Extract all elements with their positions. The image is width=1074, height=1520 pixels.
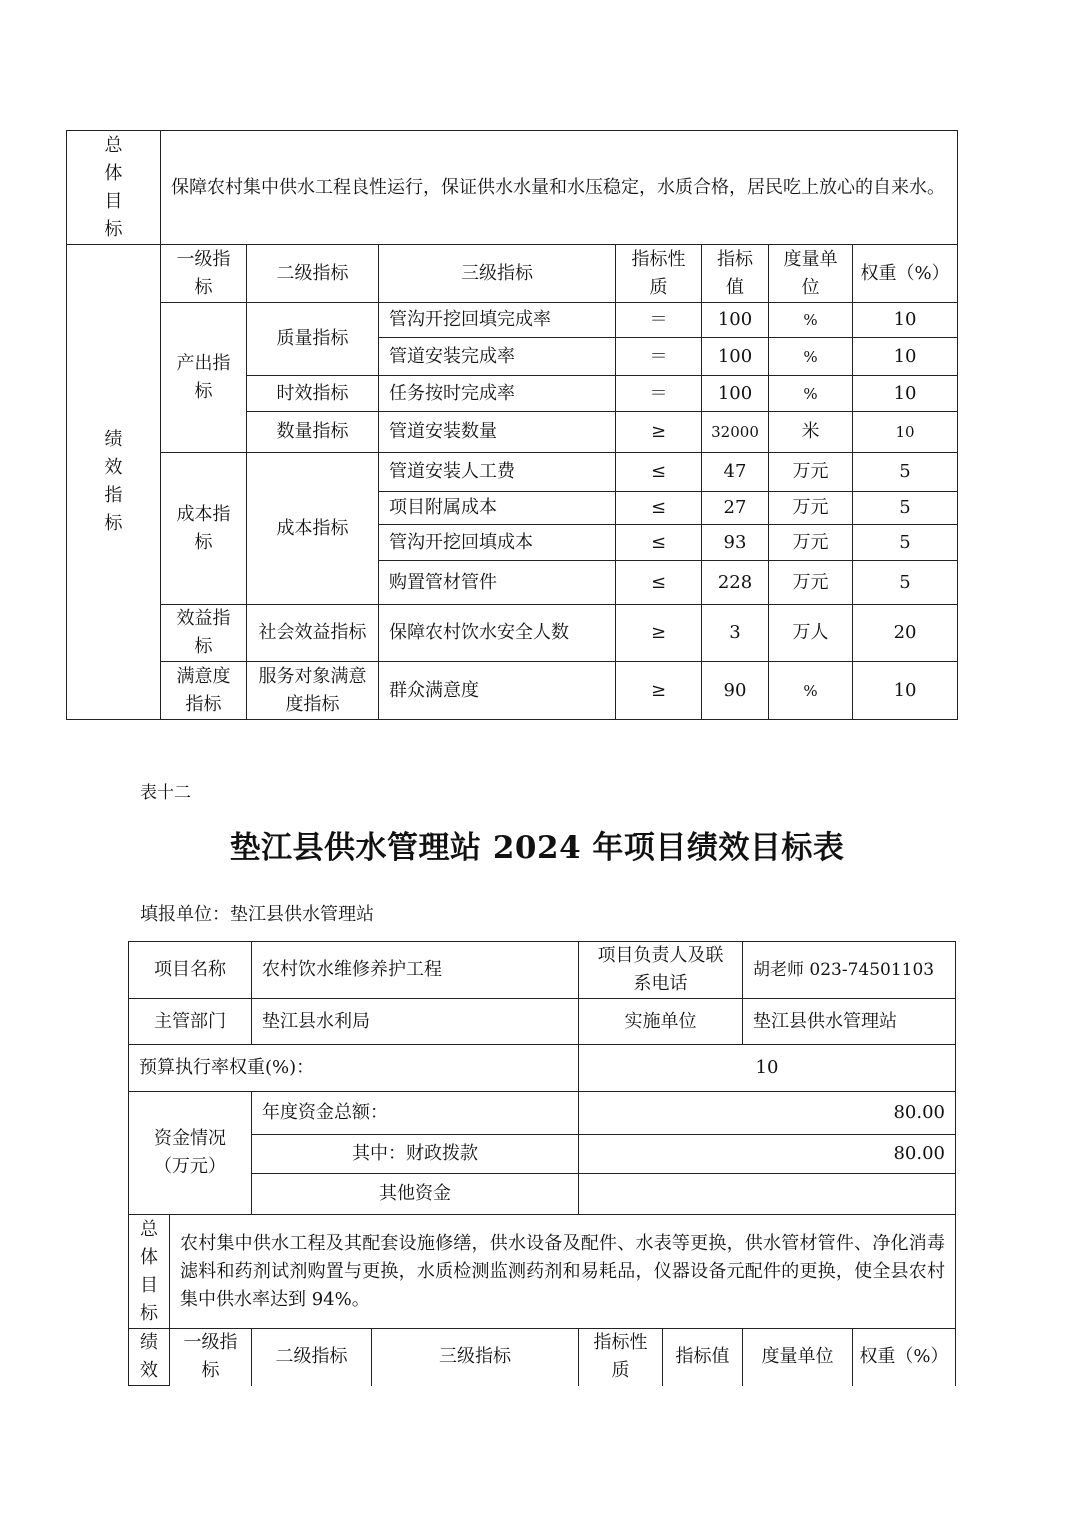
table-row-name: 任务按时完成率	[379, 376, 616, 412]
overall-goal-label: 总体目标	[67, 131, 161, 245]
performance-table-top	[66, 130, 958, 720]
table-row-nature: ≥	[616, 605, 702, 662]
satisfaction-indicator: 满意度指标	[161, 662, 247, 720]
table-row-nature: ≥	[616, 412, 702, 453]
table-row-unit: %	[769, 376, 853, 412]
table-row-nature: ≤	[616, 561, 702, 605]
page-title: 垫江县供水管理站 2024 年项目绩效目标表	[229, 830, 845, 866]
table-row-name: 购置管材管件	[379, 561, 616, 605]
table-row-weight: 5	[853, 492, 958, 525]
table-row-value: 100	[702, 376, 769, 412]
table-row-value: 32000	[702, 412, 769, 453]
table-row-value: 27	[702, 492, 769, 525]
timeliness-indicator: 时效指标	[247, 376, 379, 412]
table-row-unit: 米	[769, 412, 853, 453]
output-indicator: 产出指标	[161, 303, 247, 453]
performance-table-bottom	[128, 941, 956, 1386]
header-nature: 指标性质	[616, 245, 702, 303]
quality-indicator: 质量指标	[247, 303, 379, 376]
service-satisfaction-indicator: 服务对象满意度指标	[247, 662, 379, 720]
table-row-weight: 20	[853, 605, 958, 662]
table-row-value: 100	[702, 338, 769, 376]
table-row-value: 100	[702, 303, 769, 338]
table-row-nature: ≤	[616, 525, 702, 561]
header-level2: 二级指标	[252, 1329, 372, 1386]
impl-unit: 垫江县供水管理站	[743, 999, 956, 1045]
annual-total: 80.00	[579, 1092, 956, 1135]
table-row-unit: 万元	[769, 492, 853, 525]
table-row-value: 228	[702, 561, 769, 605]
table-row-weight: 5	[853, 453, 958, 492]
header-value: 指标值	[702, 245, 769, 303]
benefit-indicator: 效益指标	[161, 605, 247, 662]
overall-goal-label: 总体目标	[129, 1215, 170, 1329]
other-funds	[579, 1174, 956, 1215]
table-row-unit: %	[769, 303, 853, 338]
performance-label: 绩效指标	[67, 245, 161, 720]
dept-label: 主管部门	[129, 999, 252, 1045]
project-name-label: 项目名称	[129, 942, 252, 999]
impl-label: 实施单位	[579, 999, 743, 1045]
table-row-nature: ＝	[616, 338, 702, 376]
header-level1: 一级指标	[161, 245, 247, 303]
header-unit: 度量单位	[743, 1329, 853, 1386]
fiscal: 80.00	[579, 1135, 956, 1174]
other-funds-label: 其他资金	[252, 1174, 579, 1215]
header-weight: 权重（%）	[853, 245, 958, 303]
reporting-unit: 填报单位：垫江县供水管理站	[140, 904, 374, 925]
table-row-unit: 万人	[769, 605, 853, 662]
header-unit: 度量单位	[769, 245, 853, 303]
table-row-name: 项目附属成本	[379, 492, 616, 525]
contact-label: 项目负责人及联系电话	[579, 942, 743, 999]
table-row-name: 群众满意度	[379, 662, 616, 720]
performance-label: 绩效	[129, 1329, 170, 1386]
table-row-name: 管道安装数量	[379, 412, 616, 453]
header-level3: 三级指标	[379, 245, 616, 303]
table-row-value: 3	[702, 605, 769, 662]
table-row-unit: 万元	[769, 525, 853, 561]
overall-goal-text: 保障农村集中供水工程良性运行，保证供水水量和水压稳定，水质合格，居民吃上放心的自来水。	[161, 131, 958, 245]
table-row-value: 93	[702, 525, 769, 561]
table-row-weight: 5	[853, 561, 958, 605]
header-value: 指标值	[663, 1329, 743, 1386]
annual-total-label: 年度资金总额：	[252, 1092, 579, 1135]
contact: 胡老师 023-74501103	[743, 942, 956, 999]
budget-weight-label: 预算执行率权重(%)：	[129, 1045, 579, 1092]
header-level3: 三级指标	[372, 1329, 579, 1386]
table-row-unit: %	[769, 662, 853, 720]
header-level2: 二级指标	[247, 245, 379, 303]
fiscal-label: 其中：财政拨款	[252, 1135, 579, 1174]
table-row-name: 保障农村饮水安全人数	[379, 605, 616, 662]
table-row-value: 90	[702, 662, 769, 720]
table-row-unit: 万元	[769, 453, 853, 492]
social-benefit-indicator: 社会效益指标	[247, 605, 379, 662]
project-name: 农村饮水维修养护工程	[252, 942, 579, 999]
table-row-name: 管沟开挖回填成本	[379, 525, 616, 561]
table-row-nature: ≤	[616, 492, 702, 525]
table-row-nature: ＝	[616, 376, 702, 412]
budget-weight: 10	[579, 1045, 956, 1092]
dept: 垫江县水利局	[252, 999, 579, 1045]
table-row-value: 47	[702, 453, 769, 492]
table-row-weight: 5	[853, 525, 958, 561]
quantity-indicator: 数量指标	[247, 412, 379, 453]
table-row-unit: 万元	[769, 561, 853, 605]
overall-goal-text: 农村集中供水工程及其配套设施修缮，供水设备及配件、水表等更换，供水管材管件、净化消毒滤料和药剂试剂购置与更换，水质检测监测药剂和易耗品，仪器设备元配件的更换，使全县农村集中供水率达到 94%。	[170, 1215, 956, 1329]
funds-label: 资金情况（万元）	[129, 1092, 252, 1215]
table-row-weight: 10	[853, 338, 958, 376]
header-nature: 指标性质	[579, 1329, 663, 1386]
cost-indicator-l2: 成本指标	[247, 453, 379, 605]
table-row-name: 管道安装完成率	[379, 338, 616, 376]
header-weight: 权重（%）	[853, 1329, 956, 1386]
table-row-name: 管道安装人工费	[379, 453, 616, 492]
table-row-nature: ≥	[616, 662, 702, 720]
table-row-weight: 10	[853, 376, 958, 412]
table-row-weight: 10	[853, 303, 958, 338]
table-label: 表十二	[140, 783, 191, 803]
table-row-unit: %	[769, 338, 853, 376]
table-row-nature: ＝	[616, 303, 702, 338]
table-row-weight: 10	[853, 412, 958, 453]
table-row-name: 管沟开挖回填完成率	[379, 303, 616, 338]
header-level1: 一级指标	[170, 1329, 252, 1386]
table-row-weight: 10	[853, 662, 958, 720]
table-row-nature: ≤	[616, 453, 702, 492]
cost-indicator-l1: 成本指标	[161, 453, 247, 605]
